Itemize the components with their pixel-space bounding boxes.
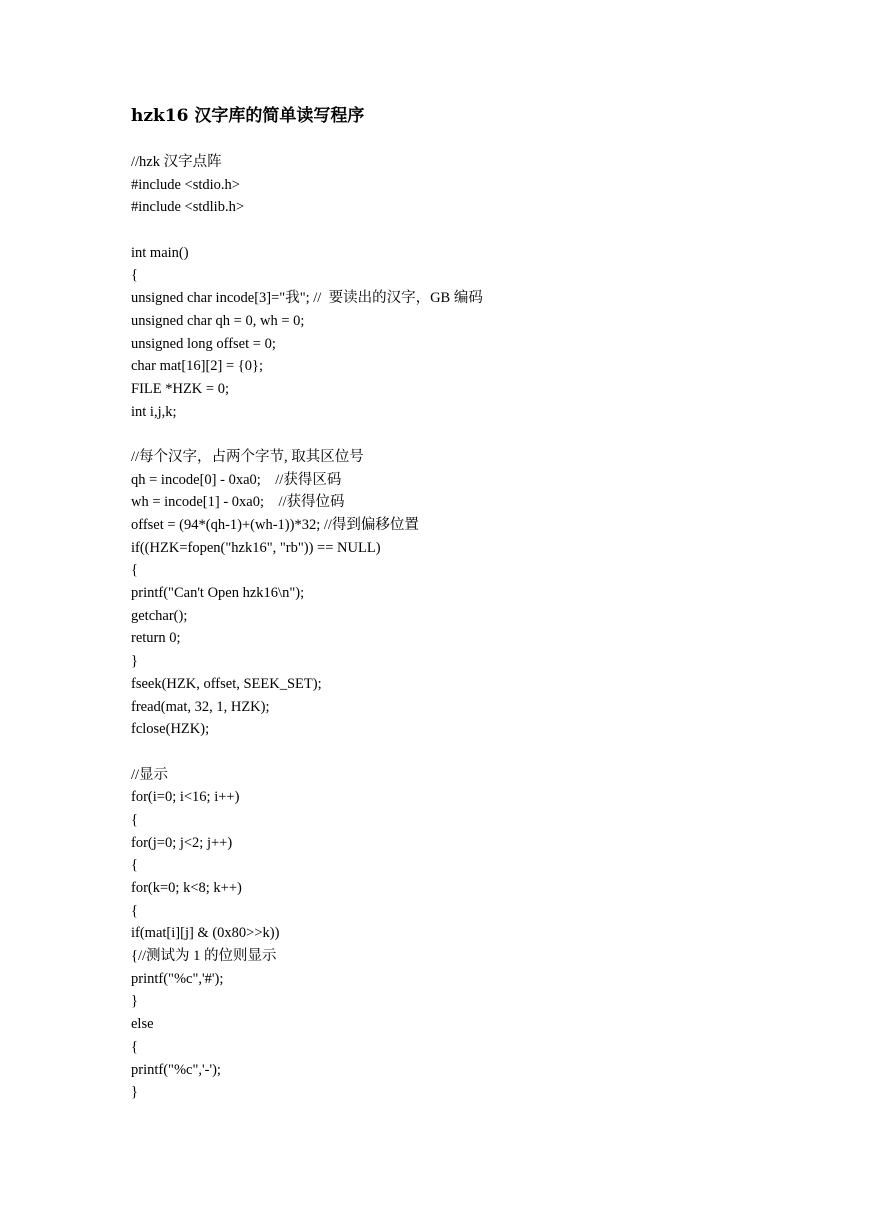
code-line: { — [131, 811, 138, 828]
code-line: qh = incode[0] - 0xa0; //获得区码 — [131, 471, 342, 488]
code-line: getchar(); — [131, 607, 188, 624]
code-line — [131, 423, 831, 446]
code-line: return 0; — [131, 630, 181, 647]
code-line: } — [131, 1084, 138, 1101]
code-line: unsigned char qh = 0, wh = 0; — [131, 312, 305, 329]
code-line: if((HZK=fopen("hzk16", "rb")) == NULL) — [131, 539, 381, 556]
code-line: #include <stdio.h> — [131, 176, 240, 193]
code-line: char mat[16][2] = {0}; — [131, 358, 264, 375]
code-line: //每个汉字，占两个字节, 取其区位号 — [131, 448, 364, 465]
code-line: printf("%c",'-'); — [131, 1061, 221, 1078]
code-line: unsigned char incode[3]="我"; // 要读出的汉字，GB 编码 — [131, 290, 483, 307]
code-line: #include <stdlib.h> — [131, 199, 245, 216]
code-line: //显示 — [131, 766, 169, 783]
code-listing — [131, 151, 831, 1104]
code-line: printf("%c",'#'); — [131, 970, 224, 987]
code-line: int i,j,k; — [131, 403, 177, 420]
code-line: { — [131, 857, 138, 874]
code-line: //hzk 汉字点阵 — [131, 154, 222, 170]
code-line: if(mat[i][j] & (0x80>>k)) — [131, 925, 280, 942]
code-line: { — [131, 1038, 138, 1055]
code-line: { — [131, 267, 138, 284]
code-line: printf("Can't Open hzk16\n"); — [131, 585, 305, 602]
code-line: offset = (94*(qh-1)+(wh-1))*32; //得到偏移位置 — [131, 517, 419, 533]
code-line — [131, 741, 831, 764]
code-line: fseek(HZK, offset, SEEK_SET); — [131, 675, 322, 692]
code-line: { — [131, 562, 138, 579]
code-line: {//测试为 1 的位则显示 — [131, 948, 277, 965]
code-line: } — [131, 653, 138, 670]
document-title: hzk16 汉字库的简单读写程序 — [131, 106, 365, 126]
code-line: fclose(HZK); — [131, 721, 210, 738]
code-line: wh = incode[1] - 0xa0; //获得位码 — [131, 494, 345, 511]
code-line: FILE *HZK = 0; — [131, 380, 229, 397]
code-line: else — [131, 1016, 154, 1033]
code-line: for(j=0; j<2; j++) — [131, 834, 233, 851]
code-line: int main() — [131, 244, 189, 261]
code-line: for(k=0; k<8; k++) — [131, 880, 242, 896]
code-line: unsigned long offset = 0; — [131, 335, 276, 352]
code-line: } — [131, 993, 138, 1010]
code-line: { — [131, 902, 138, 919]
code-line — [131, 219, 831, 242]
code-line: for(i=0; i<16; i++) — [131, 789, 240, 806]
code-line: fread(mat, 32, 1, HZK); — [131, 698, 270, 715]
